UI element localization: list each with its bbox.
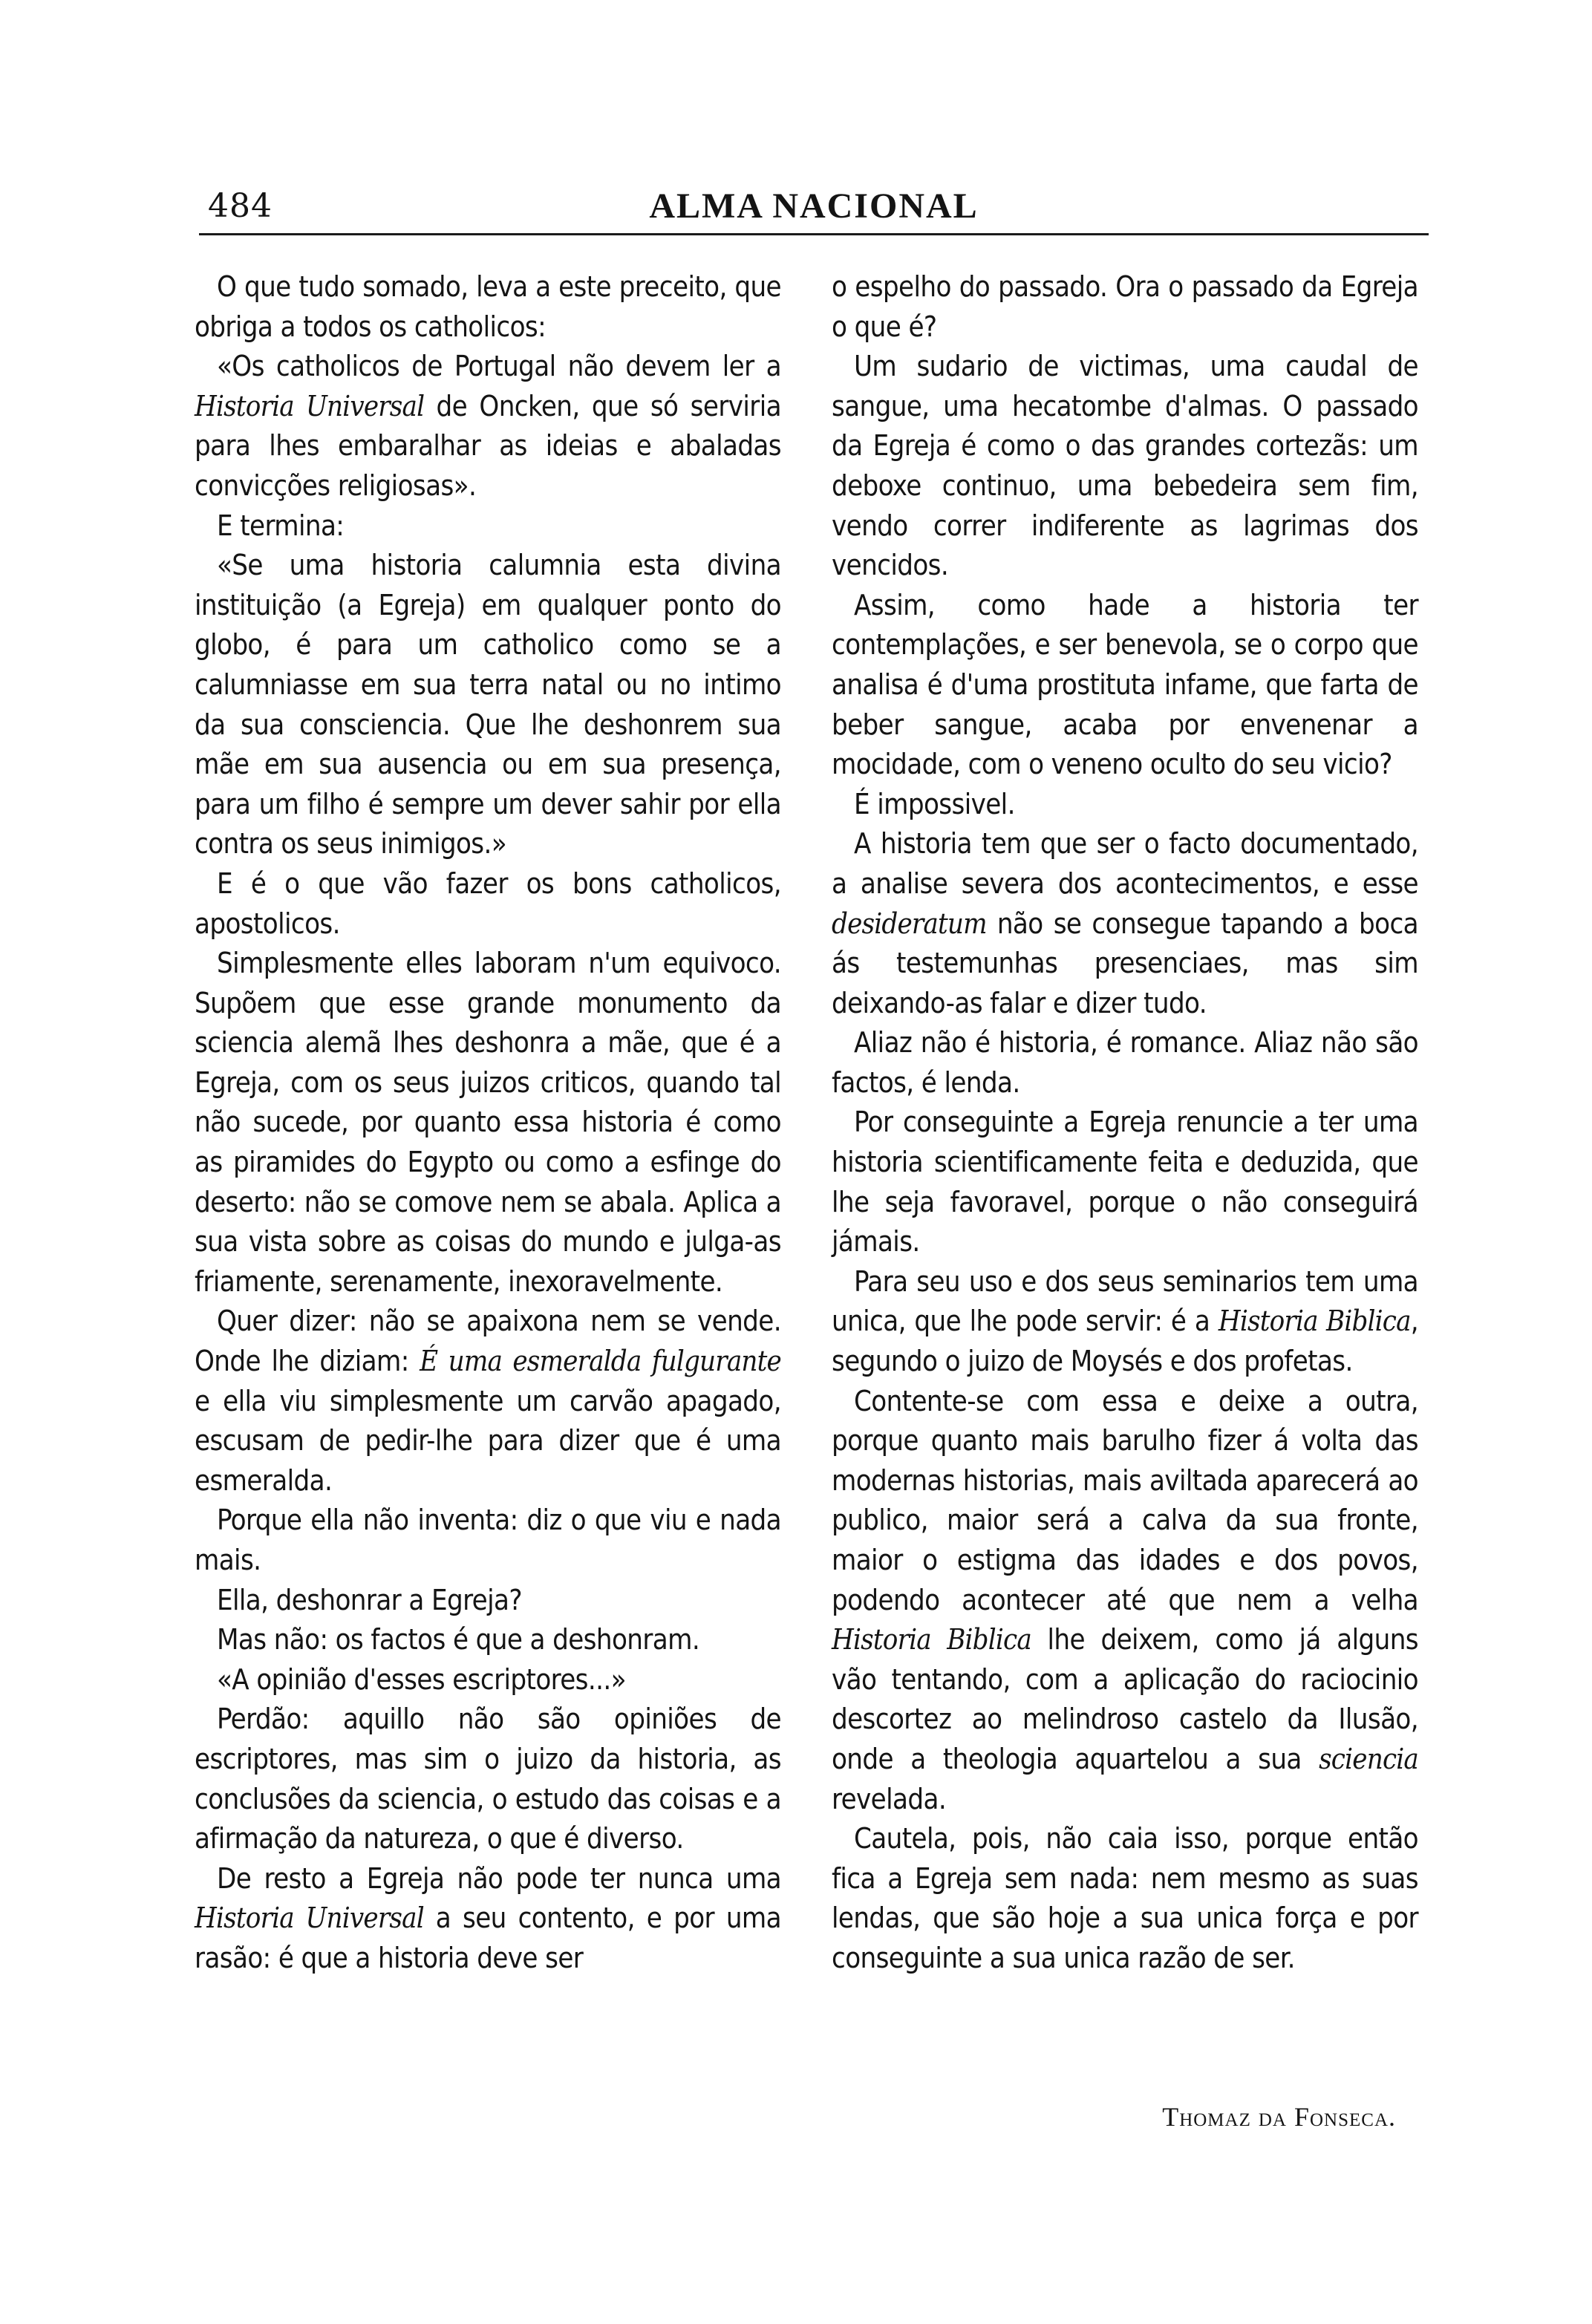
paragraph: De resto a Egreja não pode ter nunca uma Historia Universal a seu contento, e por uma rasão: é que a historia deve ser xyxy=(195,1861,781,1974)
italic-title: Historia Biblica xyxy=(1218,1305,1411,1338)
paragraph: o espelho do passado. Ora o passado da Egreja o que é? xyxy=(832,270,1418,343)
paragraph: E termina: xyxy=(217,509,345,542)
author-signature: Thomaz da Fonseca. xyxy=(1162,2102,1396,2132)
paragraph: Contente-se com essa e deixe a outra, porque quanto mais barulho fizer á volta das modernas historias, mais aviltada aparecerá ao publico, maior será a calva da sua fronte, maior o estigma das idades e dos povos, podendo acontecer até que nem a velha Historia Biblica lhe deixem, como já alguns vão tentando, com a aplicação do raciocinio descortez ao melindroso castelo da Ilusão, onde a theologia aquartelou a sua sciencia revelada. xyxy=(832,1384,1418,1815)
right-column xyxy=(832,267,1418,1979)
paragraph: «Os catholicos de Portugal não devem ler a Historia Universal de Oncken, que só serviria para lhes embaralhar as ideias e abaladas convicções religiosas». xyxy=(195,350,781,502)
italic-title: Historia Biblica xyxy=(832,1623,1031,1656)
paragraph: Ella, deshonrar a Egreja? xyxy=(217,1583,522,1616)
paragraph: Perdão: aquillo não são opiniões de escriptores, mas sim o juizo da historia, as conclusões da sciencia, o estudo das coisas e a afirmação da natureza, o que é diverso. xyxy=(195,1703,781,1855)
paragraph: Por conseguinte a Egreja renuncie a ter uma historia scientificamente feita e deduzida, que lhe seja favoravel, porque o não conseguirá jámais. xyxy=(832,1106,1418,1259)
paragraph: Mas não: os factos é que a deshonram. xyxy=(217,1623,700,1656)
paragraph: O que tudo somado, leva a este preceito, que obriga a todos os catholicos: xyxy=(195,270,781,343)
italic-phrase: É uma esmeralda fulgurante xyxy=(420,1345,781,1378)
italic-term: sciencia xyxy=(1319,1742,1418,1775)
running-title: ALMA NACIONAL xyxy=(649,186,979,226)
header-rule xyxy=(199,233,1429,235)
italic-title: Historia Universal xyxy=(195,1902,424,1935)
paragraph: Quer dizer: não se apaixona nem se vende. Onde lhe diziam: É uma esmeralda fulgurante e ella viu simplesmente um carvão apagado, escusam de pedir-lhe para dizer que é uma esmeralda. xyxy=(195,1305,781,1497)
page-header xyxy=(199,177,1429,236)
italic-term: desideratum xyxy=(832,907,987,940)
left-column xyxy=(195,267,781,1979)
italic-title: Historia Universal xyxy=(195,389,425,422)
paragraph: Para seu uso e dos seus seminarios tem uma unica, que lhe pode servir: é a Historia Biblica, segundo o juizo de Moysés e dos profetas. xyxy=(832,1264,1418,1378)
page-number: 484 xyxy=(208,187,273,225)
paragraph: E é o que vão fazer os bons catholicos, apostolicos. xyxy=(195,866,781,940)
paragraph: Assim, como hade a historia ter contemplações, e ser benevola, se o corpo que analisa é d'uma prostituta infame, que farta de beber sangue, acaba por envenenar a mocidade, com o veneno oculto do seu vicio? xyxy=(832,588,1418,781)
paragraph: «Se uma historia calumnia esta divina instituição (a Egreja) em qualquer ponto do globo, é para um catholico como se a calumniasse em sua terra natal ou no intimo da sua consciencia. Que lhe deshonrem sua mãe em sua ausencia ou em sua presença, para um filho é sempre um dever sahir por ella contra os seus inimigos.» xyxy=(195,549,781,861)
paragraph: A historia tem que ser o facto documentado, a analise severa dos acontecimentos, e esse desideratum não se consegue tapando a boca ás testemunhas presenciaes, mas sim deixando-as falar e dizer tudo. xyxy=(832,827,1418,1019)
paragraph: Um sudario de victimas, uma caudal de sangue, uma hecatombe d'almas. O passado da Egreja é como o das grandes cortezãs: um deboxe continuo, uma bebedeira sem fim, vendo correr indiferente as lagrimas dos vencidos. xyxy=(832,350,1418,582)
paragraph: «A opinião d'esses escriptores...» xyxy=(217,1662,626,1696)
paragraph: Porque ella não inventa: diz o que viu e nada mais. xyxy=(195,1504,781,1576)
paragraph: Cautela, pois, não caia isso, porque então fica a Egreja sem nada: nem mesmo as suas lendas, que são hoje a sua unica força e por conseguinte a sua unica razão de ser. xyxy=(832,1822,1418,1974)
paragraph: Aliaz não é historia, é romance. Aliaz não são factos, é lenda. xyxy=(832,1026,1418,1099)
paragraph: É impossivel. xyxy=(854,787,1015,820)
paragraph: Simplesmente elles laboram n'um equivoco. Supõem que esse grande monumento da sciencia alemã lhes deshonra a mãe, que é a Egreja, com os seus juizos criticos, quando tal não sucede, por quanto essa historia é como as piramides do Egypto ou como a esfinge do deserto: não se comove nem se abala. Aplica a sua vista sobre as coisas do mundo e julga-as friamente, serenamente, inexoravelmente. xyxy=(195,947,781,1298)
